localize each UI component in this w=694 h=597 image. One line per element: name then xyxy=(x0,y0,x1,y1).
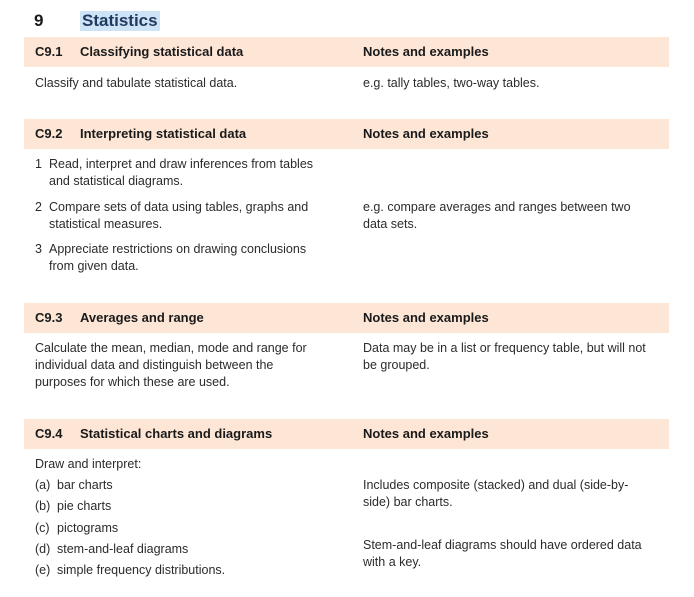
item-letter: (a) xyxy=(35,478,51,492)
section-intro: Draw and interpret: xyxy=(35,457,142,471)
item-text: pie charts xyxy=(57,499,112,513)
section-code: C9.2 xyxy=(35,126,63,141)
section-code: C9.4 xyxy=(35,426,63,441)
item-letter: (c) xyxy=(35,521,50,535)
list-item xyxy=(35,241,335,275)
section-note: e.g. compare averages and ranges between two data sets. xyxy=(363,200,631,231)
list-item xyxy=(35,156,335,190)
item-number: 1 xyxy=(35,157,42,171)
section-header-c9-4 xyxy=(24,419,669,449)
chapter-number: 9 xyxy=(34,11,44,30)
item-letter: (b) xyxy=(35,499,51,513)
notes-header: Notes and examples xyxy=(363,44,489,59)
section-header-c9-3 xyxy=(24,303,669,333)
section-title: Classifying statistical data xyxy=(80,44,244,59)
section-note: Stem-and-leaf diagrams should have ordered data with a key. xyxy=(363,538,642,569)
section-title: Averages and range xyxy=(80,310,204,325)
section-body: Calculate the mean, median, mode and range for individual data and distinguish between the purposes for which these are used. xyxy=(35,341,307,389)
item-number: 3 xyxy=(35,242,42,256)
section-title: Interpreting statistical data xyxy=(80,126,247,141)
section-code: C9.3 xyxy=(35,310,63,325)
section-header-c9-2 xyxy=(24,119,669,149)
chapter-title: Statistics xyxy=(82,11,158,30)
list-item xyxy=(35,541,335,558)
notes-header: Notes and examples xyxy=(363,310,489,325)
section-header-c9-1 xyxy=(24,37,669,67)
item-text: Compare sets of data using tables, graphs and statistical measures. xyxy=(49,200,309,231)
section-note: e.g. tally tables, two-way tables. xyxy=(363,76,540,90)
list-item xyxy=(35,199,335,233)
section-body: Classify and tabulate statistical data. xyxy=(35,76,238,90)
item-number: 2 xyxy=(35,200,42,214)
item-letter: (d) xyxy=(35,542,51,556)
list-item xyxy=(35,520,335,537)
chapter-heading xyxy=(34,8,160,34)
list-item xyxy=(35,477,335,494)
notes-header: Notes and examples xyxy=(363,426,489,441)
notes-header: Notes and examples xyxy=(363,126,489,141)
item-letter: (e) xyxy=(35,563,51,577)
item-text: stem-and-leaf diagrams xyxy=(57,542,189,556)
section-title: Statistical charts and diagrams xyxy=(80,426,273,441)
item-text: bar charts xyxy=(57,478,113,492)
section-note: Data may be in a list or frequency table, but will not be grouped. xyxy=(363,341,646,372)
list-item xyxy=(35,562,335,579)
list-item xyxy=(35,498,335,515)
item-text: Read, interpret and draw inferences from tables and statistical diagrams. xyxy=(49,157,314,188)
item-text: pictograms xyxy=(57,521,119,535)
section-code: C9.1 xyxy=(35,44,63,59)
section-note: Includes composite (stacked) and dual (side-by-side) bar charts. xyxy=(363,478,629,509)
item-text: simple frequency distributions. xyxy=(57,563,226,577)
item-text: Appreciate restrictions on drawing conclusions from given data. xyxy=(49,242,307,273)
